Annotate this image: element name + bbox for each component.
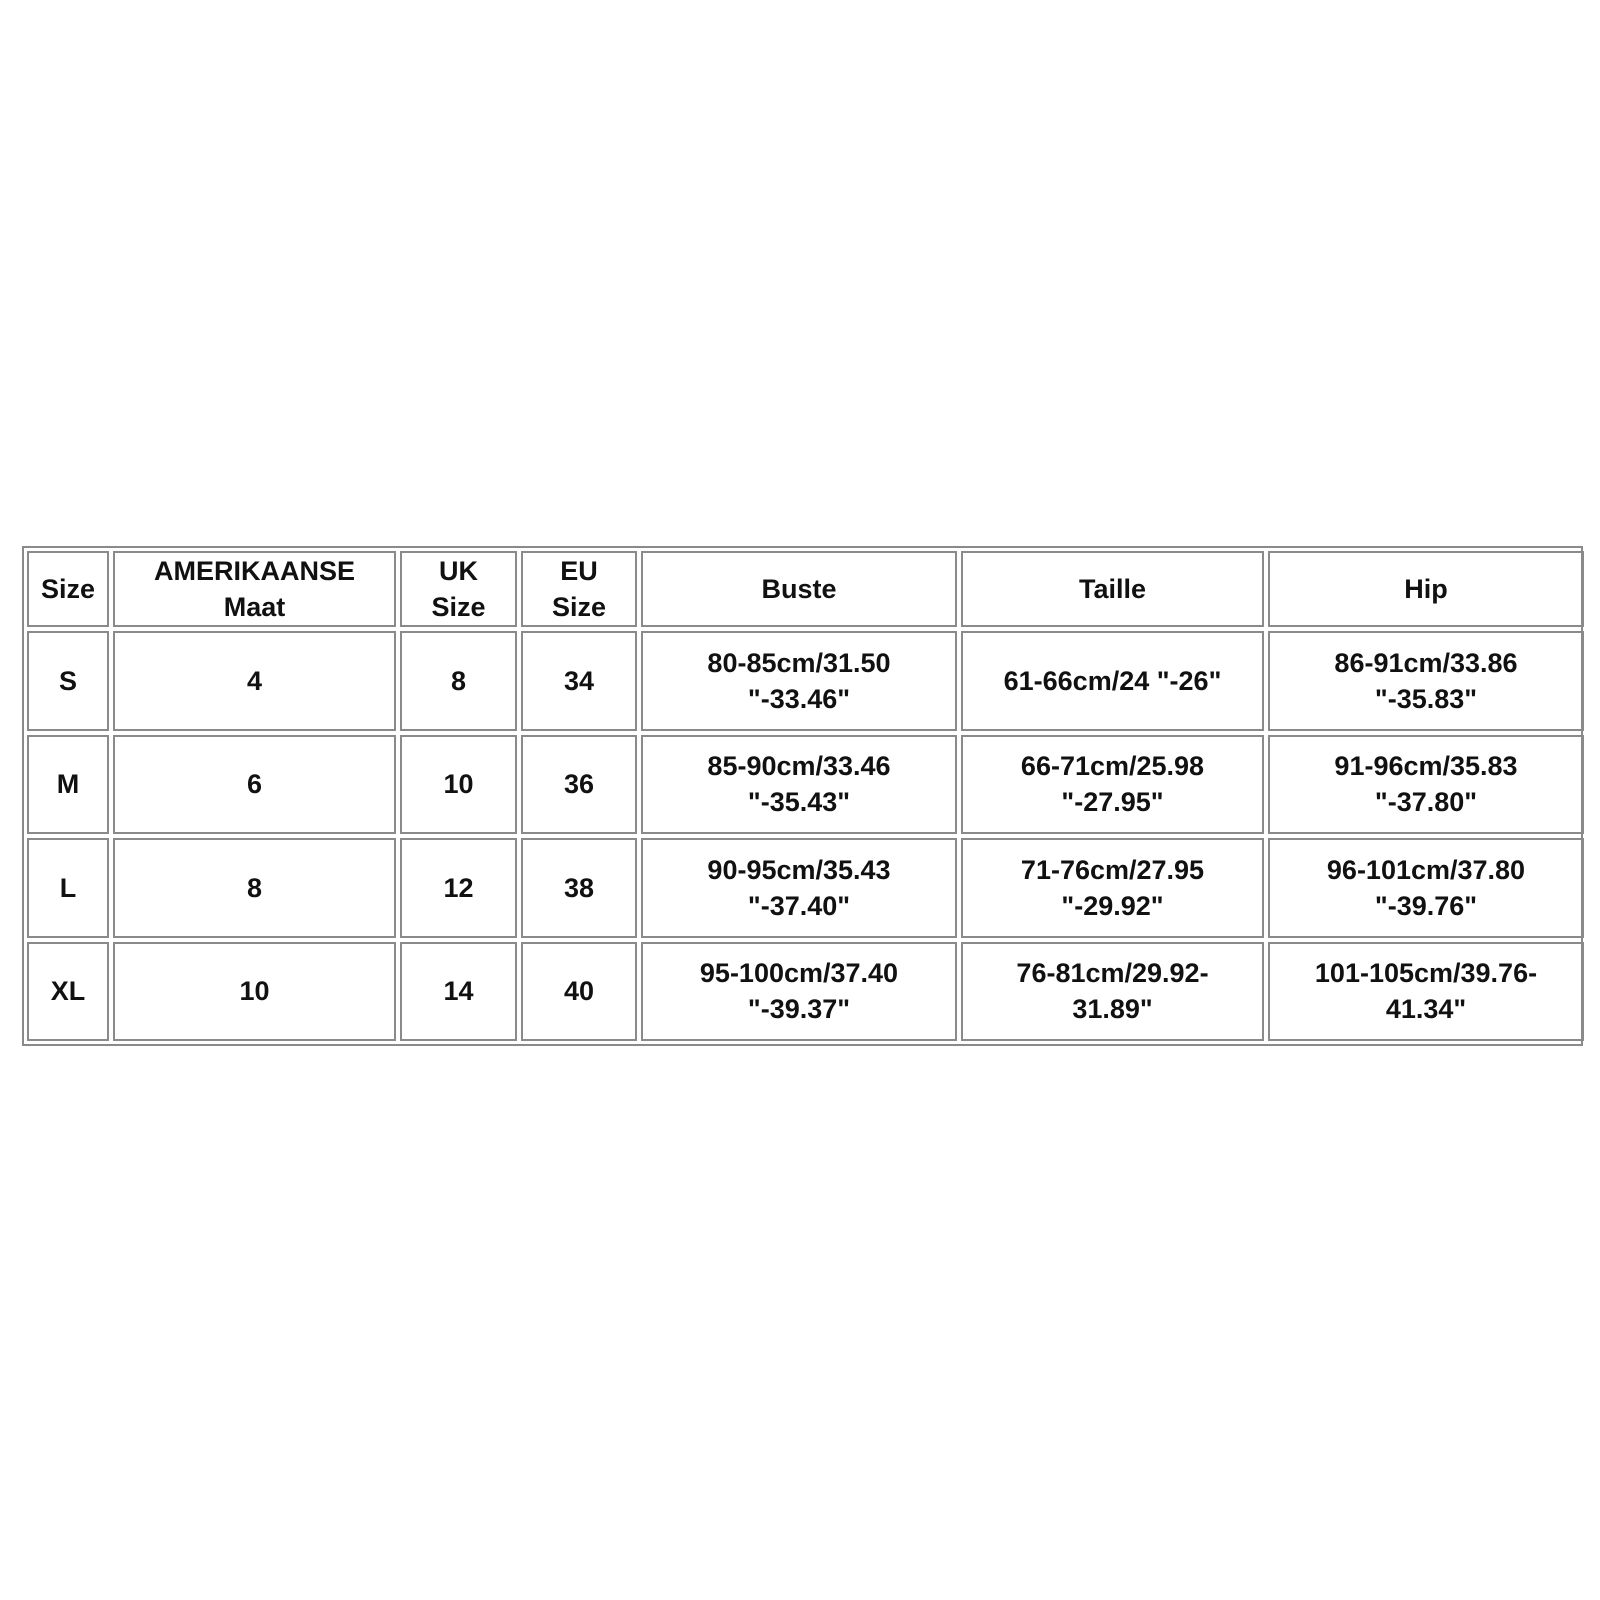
cell-eu-size: 34 xyxy=(521,631,637,731)
size-chart-container xyxy=(22,546,1583,1046)
cell-eu-size: 36 xyxy=(521,735,637,835)
cell-bust: 80-85cm/31.50 "-33.46" xyxy=(641,631,957,731)
header-waist: Taille xyxy=(961,551,1264,627)
table-row xyxy=(27,838,1584,938)
header-eu-size: EU Size xyxy=(521,551,637,627)
header-row xyxy=(27,551,1584,627)
cell-bust: 90-95cm/35.43 "-37.40" xyxy=(641,838,957,938)
cell-us-size: 4 xyxy=(113,631,396,731)
cell-size: M xyxy=(27,735,109,835)
header-uk-size: UK Size xyxy=(400,551,517,627)
cell-hip: 86-91cm/33.86 "-35.83" xyxy=(1268,631,1584,731)
cell-hip: 96-101cm/37.80 "-39.76" xyxy=(1268,838,1584,938)
header-bust: Buste xyxy=(641,551,957,627)
cell-us-size: 8 xyxy=(113,838,396,938)
cell-size: XL xyxy=(27,942,109,1042)
cell-us-size: 6 xyxy=(113,735,396,835)
cell-waist: 76-81cm/29.92- 31.89" xyxy=(961,942,1264,1042)
cell-size: S xyxy=(27,631,109,731)
cell-hip: 101-105cm/39.76- 41.34" xyxy=(1268,942,1584,1042)
header-us-size: AMERIKAANSE Maat xyxy=(113,551,396,627)
cell-eu-size: 38 xyxy=(521,838,637,938)
cell-uk-size: 14 xyxy=(400,942,517,1042)
cell-us-size: 10 xyxy=(113,942,396,1042)
cell-uk-size: 10 xyxy=(400,735,517,835)
cell-waist: 66-71cm/25.98 "-27.95" xyxy=(961,735,1264,835)
cell-hip: 91-96cm/35.83 "-37.80" xyxy=(1268,735,1584,835)
cell-size: L xyxy=(27,838,109,938)
header-hip: Hip xyxy=(1268,551,1584,627)
cell-eu-size: 40 xyxy=(521,942,637,1042)
cell-waist: 61-66cm/24 "-26" xyxy=(961,631,1264,731)
header-size: Size xyxy=(27,551,109,627)
table-row xyxy=(27,631,1584,731)
cell-uk-size: 8 xyxy=(400,631,517,731)
size-chart-table xyxy=(23,547,1588,1045)
cell-waist: 71-76cm/27.95 "-29.92" xyxy=(961,838,1264,938)
table-row xyxy=(27,735,1584,835)
cell-uk-size: 12 xyxy=(400,838,517,938)
table-row xyxy=(27,942,1584,1042)
cell-bust: 95-100cm/37.40 "-39.37" xyxy=(641,942,957,1042)
cell-bust: 85-90cm/33.46 "-35.43" xyxy=(641,735,957,835)
